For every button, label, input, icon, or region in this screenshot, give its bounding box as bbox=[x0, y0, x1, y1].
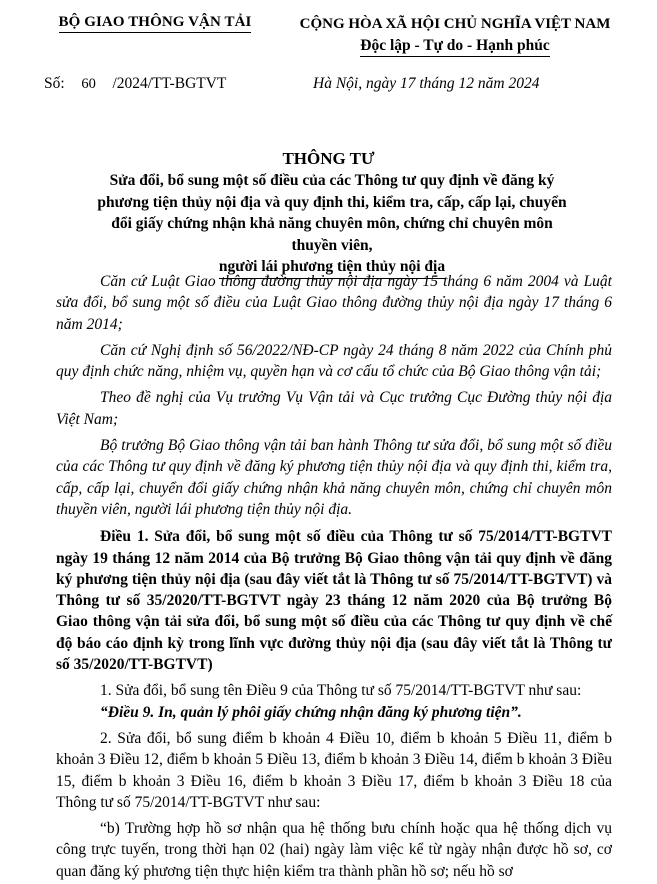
country-name: CỘNG HÒA XÃ HỘI CHỦ NGHĨA VIỆT NAM bbox=[299, 16, 611, 32]
document-number-value: 60 bbox=[81, 76, 96, 92]
preamble-paragraph: Theo đề nghị của Vụ trưởng Vụ Vận tải và Cục trưởng Cục Đường thủy nội địa Việt Nam; bbox=[56, 389, 612, 428]
article-1-item-2-quote: “b) Trường hợp hồ sơ nhận qua hệ thống bưu chính hoặc qua hệ thống dịch vụ công trực tuyến, trong thời hạn 02 (hai) ngày làm việc kể từ ngày nhận được hồ sơ, cơ quan đăng ký phương tiện thực hiện kiểm tra thành phần hồ sơ; nếu hồ sơ bbox=[56, 820, 612, 880]
document-number-prefix: Số: bbox=[44, 75, 65, 92]
document-number-suffix: /2024/TT-BGTVT bbox=[112, 75, 227, 92]
document-title: THÔNG TƯ bbox=[282, 149, 375, 168]
preamble-paragraph: Căn cứ Nghị định số 56/2022/NĐ-CP ngày 24 tháng 8 năm 2022 của Chính phủ quy định chức năng, nhiệm vụ, quyền hạn và cơ cấu tổ chức của Bộ Giao thông vận tải; bbox=[56, 341, 612, 381]
national-motto: Độc lập - Tự do - Hạnh phúc bbox=[360, 35, 549, 57]
issuing-agency: BỘ GIAO THÔNG VẬN TẢI bbox=[59, 14, 252, 33]
document-number bbox=[44, 75, 226, 93]
national-header-block bbox=[270, 14, 640, 57]
document-subtitle bbox=[92, 170, 572, 279]
issue-date: Hà Nội, ngày 17 tháng 12 năm 2024 bbox=[313, 75, 540, 92]
preamble-paragraph: Căn cứ Luật Giao thông đường thủy nội địa ngày 15 tháng 6 năm 2004 và Luật sửa đổi, bổ sung một số điều của Luật Giao thông đường thủy nội địa ngày 17 tháng 6 năm 2014; bbox=[56, 273, 612, 333]
article-1-item-2: 2. Sửa đổi, bổ sung điểm b khoản 4 Điều 10, điểm b khoản 5 Điều 11, điểm b khoản 3 Điều 12, điểm b khoản 5 Điều 13, điểm b khoản 3 Điều 14, điểm b khoản 3 Điều 15, điểm b khoản 3 Điều 16, điểm b khoản 3 Điều 17, điểm b khoản 3 Điều 18 của Thông tư số 75/2014/TT-BGTVT như sau: bbox=[56, 729, 612, 811]
subtitle-last-line: người lái phương tiện thủy nội địa bbox=[219, 256, 445, 279]
article-1-heading: Điều 1. Sửa đổi, bổ sung một số điều của Thông tư số 75/2014/TT-BGTVT ngày 19 tháng 12 năm 2014 của Bộ trưởng Bộ Giao thông vận tải quy định về đăng ký phương tiện thủy nội địa (sau đây viết tắt là Thông tư số 75/2014/TT-BGTVT) và Thông tư số 35/2020/TT-BGTVT ngày 23 tháng 12 năm 2020 của Bộ trưởng Bộ Giao thông vận tải sửa đổi, bổ sung một số điều của các Thông tư quy định về chế độ báo cáo định kỳ trong lĩnh vực đường thủy nội địa (sau đây viết tắt là Thông tư số 35/2020/TT-BGTVT) bbox=[56, 528, 612, 674]
article-1-item-1-quote: “Điều 9. In, quản lý phôi giấy chứng nhận đăng ký phương tiện”. bbox=[100, 703, 522, 721]
article-1-item-1: 1. Sửa đổi, bổ sung tên Điều 9 của Thông tư số 75/2014/TT-BGTVT như sau: bbox=[100, 682, 582, 700]
preamble-paragraph: Bộ trưởng Bộ Giao thông vận tải ban hành Thông tư sửa đổi, bổ sung một số điều của các Thông tư quy định về đăng ký phương tiện thủy nội địa và quy định thi, kiểm tra, cấp, cấp lại, chuyển đổi giấy chứng nhận khả năng chuyên môn, chứng chỉ chuyên môn thuyền viên, người lái phương tiện thủy nội địa. bbox=[56, 437, 612, 518]
document-body bbox=[56, 271, 612, 882]
subtitle-main: Sửa đổi, bổ sung một số điều của các Thông tư quy định về đăng ký phương tiện thủy nội địa và quy định thi, kiểm tra, cấp, cấp lại, chuyển đổi giấy chứng nhận khả năng chuyên môn, chứng chỉ chuyên môn thuyền viên, bbox=[97, 172, 567, 254]
issuing-agency-block bbox=[55, 14, 255, 33]
